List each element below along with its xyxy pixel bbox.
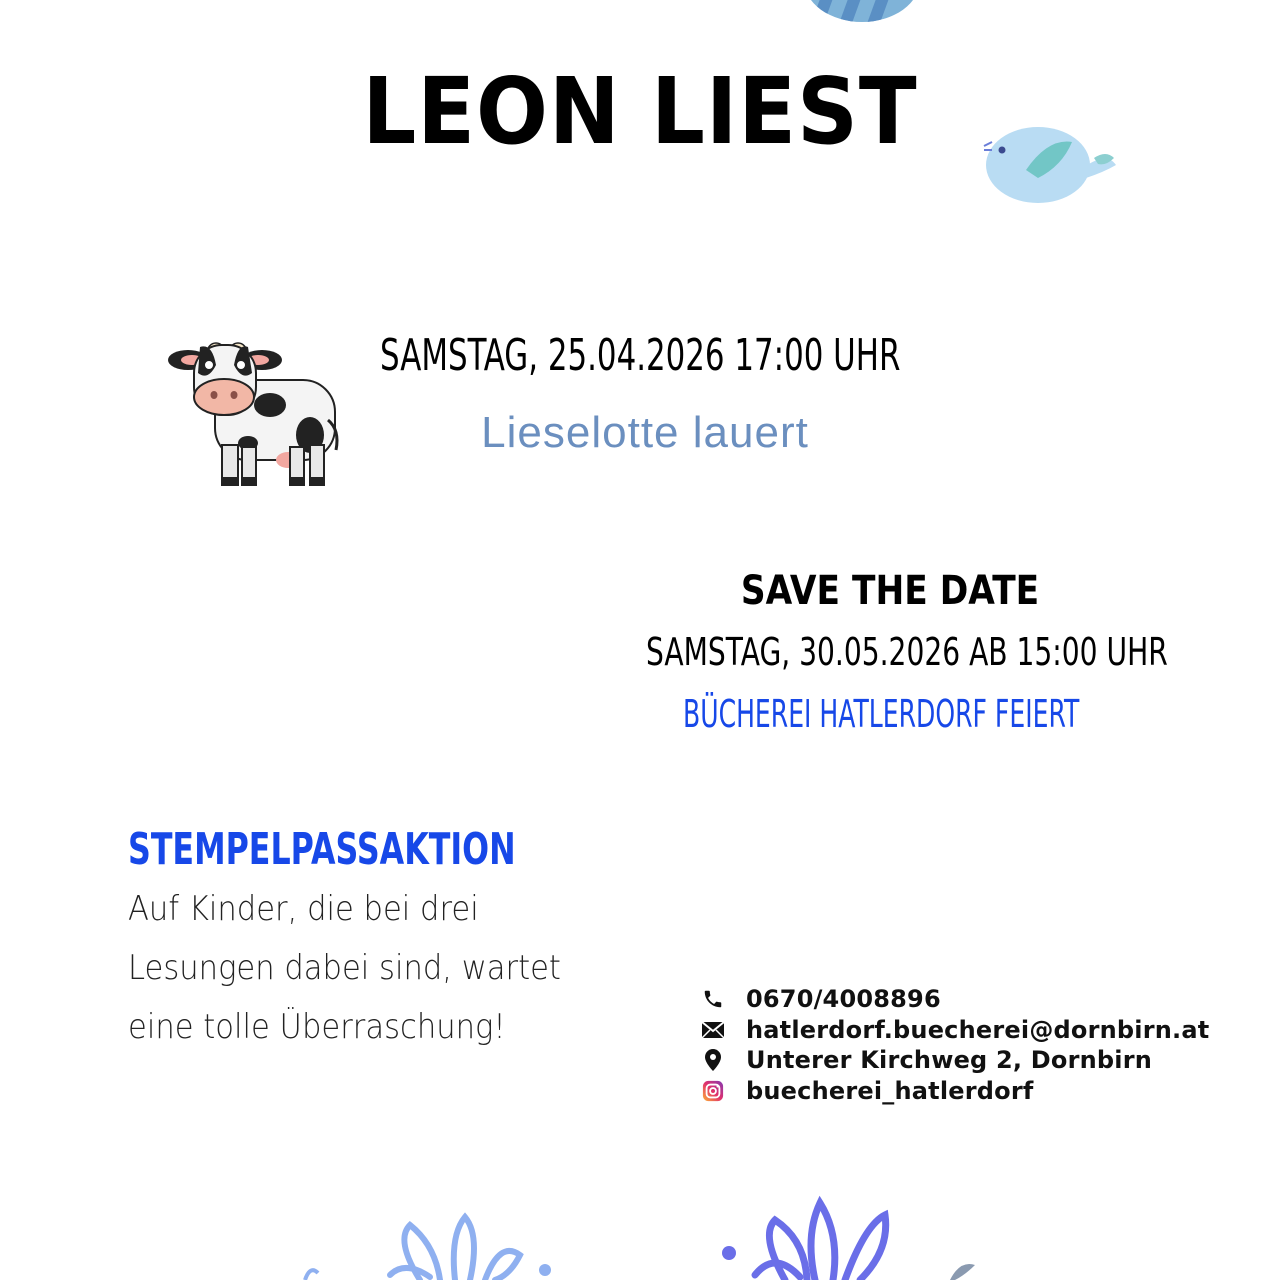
phone-icon [700,986,726,1012]
contact-address[interactable] [700,1045,1209,1076]
decorative-ball-illustration [800,0,930,24]
stempel-line: Lesungen dabei sind, wartet [128,948,561,988]
contact-email[interactable] [700,1015,1209,1046]
location-pin-icon [700,1047,726,1073]
flower-illustration-right [715,1195,995,1280]
flower-illustration-left [300,1205,570,1280]
instagram-icon [700,1078,726,1104]
contact-instagram[interactable] [700,1076,1209,1107]
save-the-date-date: SAMSTAG, 30.05.2026 AB 15:00 UHR [646,630,1168,674]
stempel-description [128,880,596,1057]
contact-list [700,984,1209,1106]
phone-number: 0670/4008896 [746,985,941,1014]
email-address: hatlerdorf.buecherei@dornbirn.at [746,1015,1210,1044]
save-the-date-heading: SAVE THE DATE [740,568,1040,614]
event-title: Lieselotte lauert [481,408,809,457]
stempel-heading: STEMPELPASSAKTION [128,824,516,875]
stempel-line: Auf Kinder, die bei drei [128,889,479,929]
instagram-handle: buecherei_hatlerdorf [746,1076,1034,1105]
mail-icon [700,1017,726,1043]
street-address: Unterer Kirchweg 2, Dornbirn [746,1046,1153,1075]
page-title: LEON LIEST [362,58,918,165]
save-the-date-subtitle: BÜCHEREI HATLERDORF FEIERT [683,692,1080,736]
stempel-line: eine tolle Überraschung! [128,1007,506,1047]
contact-phone[interactable] [700,984,1209,1015]
event-date: SAMSTAG, 25.04.2026 17:00 UHR [380,330,901,381]
